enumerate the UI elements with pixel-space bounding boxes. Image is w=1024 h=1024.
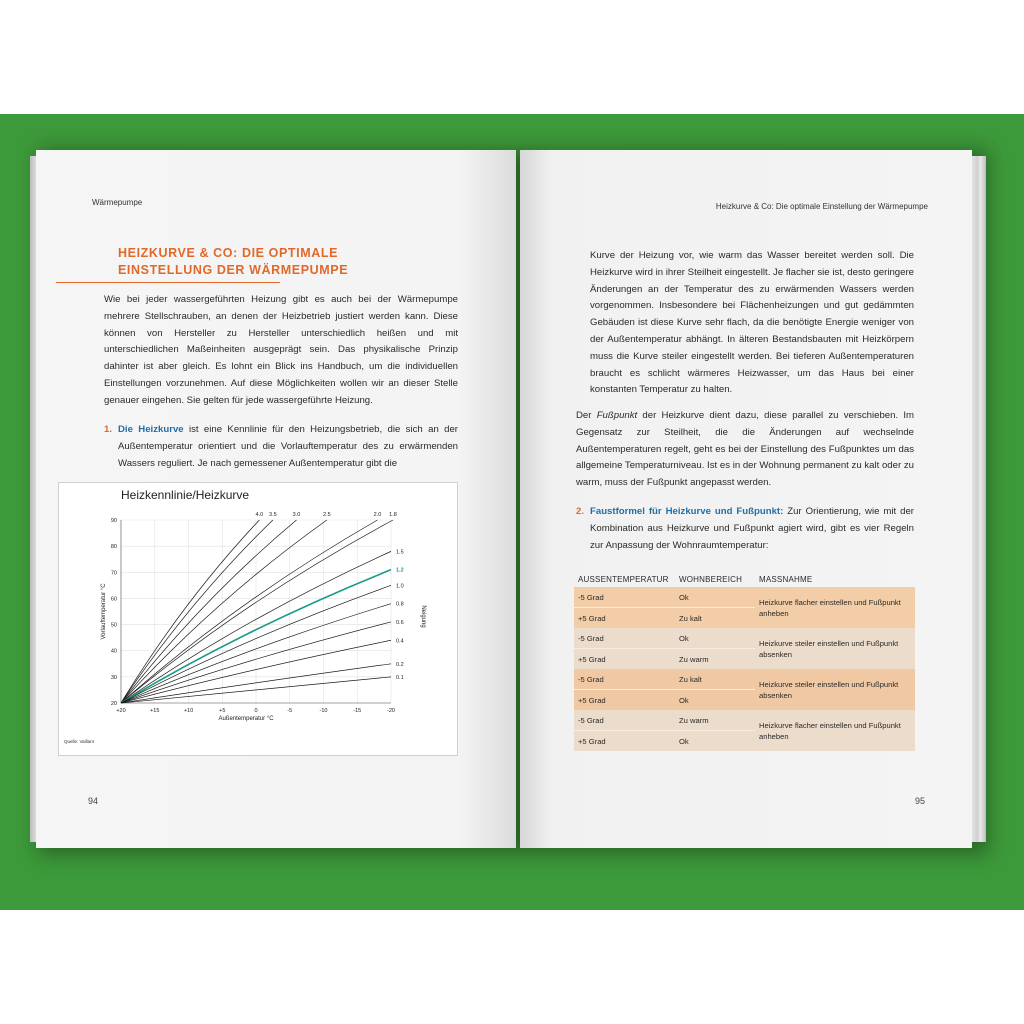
curve-4-0 xyxy=(121,520,259,703)
item2-number: 2. xyxy=(576,506,585,517)
curve-label: 0.2 xyxy=(396,661,404,668)
curve-label: 2.0 xyxy=(373,512,382,518)
fusspunkt-pre: Der xyxy=(576,410,597,421)
cell-area: Zu kalt xyxy=(679,674,702,684)
cell-measure: Heizkurve flacher einstellen und Fußpunkt anheben xyxy=(759,597,901,618)
cell-measure: Heizkurve flacher einstellen und Fußpunkt anheben xyxy=(759,720,901,741)
x-tick-label: -20 xyxy=(387,708,395,714)
title-rule xyxy=(56,282,280,283)
table-row xyxy=(574,669,915,690)
table-row xyxy=(574,587,915,608)
left-page xyxy=(36,150,516,848)
cell-area: Zu kalt xyxy=(679,613,702,623)
y-tick-label: 20 xyxy=(110,701,117,707)
x-tick-label: -5 xyxy=(287,708,293,714)
running-head-left: Wärmepumpe xyxy=(92,198,143,207)
curve-2-0 xyxy=(121,520,378,703)
curve-label: 0.1 xyxy=(396,674,404,681)
y-tick-label: 70 xyxy=(110,570,117,577)
cell-temp: -5 Grad xyxy=(578,715,604,725)
table-row xyxy=(574,710,915,731)
section-title-line2: EINSTELLUNG DER WÄRMEPUMPE xyxy=(118,263,349,277)
section-title-line1: HEIZKURVE & CO: DIE OPTIMALE xyxy=(118,246,339,260)
continuation-paragraph: Kurve der Heizung vor, wie warm das Wasser bereitet werden soll. Die Heizkurve wird in ihrer Steilheit eingestellt. Je flacher sie ist, desto geringere Änderungen an der Temperatur des zu erwärmenden Wassers werden vorgenommen. Insbesondere bei Flächenheizungen und gut gedämmten Gebäuden ist diese Kurve sehr flach, da die benötigte Energie weniger von der Außentemperatur abhängt. In älteren Bestandsbauten mit Heizkörpern muss die Kurve steiler eingestellt werden. Bei tieferen Außentemperaturen braucht es schlicht wärmeres Heizwasser, um das Haus bei einer konstanten Temperatur zu halten. xyxy=(590,250,914,396)
col-aussentemperatur: AUSSENTEMPERATUR xyxy=(578,575,669,584)
y-tick-label: 80 xyxy=(110,544,117,551)
curve-label: 0.6 xyxy=(396,619,404,626)
page-number-left: 94 xyxy=(88,796,99,806)
rules-table xyxy=(574,572,915,751)
fusspunkt-text: der Heizkurve dient dazu, diese parallel zu verschieben. Im Gegensatz zur Steilheit, die die Änderungen auf wechselnde Außentemperaturen regelt, geht es bei der Einstellung des Fußpunktes um das allgemeine Temperaturniveau. Ist es in der Wohnung permanent zu kalt oder zu warm, muss der Fußpunkt angepasst werden. xyxy=(576,410,915,489)
y-tick-label: 30 xyxy=(110,674,117,681)
curve-label: 1.2 xyxy=(396,567,404,574)
curve-label: 3.5 xyxy=(269,512,277,518)
heating-curve-chart xyxy=(58,482,458,756)
item1-text: ist eine Kennlinie für den Heizungsbetrieb, die sich an der Außentemperatur orientiert und die Vorlauftemperatur des zu erwärmenden Wassers reguliert. Je nach gemessener Außentemperatur gibt die xyxy=(118,424,458,469)
curve-label: 1.5 xyxy=(396,549,404,556)
curve-label: 0.4 xyxy=(396,638,404,645)
curve-label: 3.0 xyxy=(292,512,301,518)
cell-area: Ok xyxy=(679,736,689,746)
x-tick-label: -10 xyxy=(319,708,328,714)
y-tick-label: 50 xyxy=(110,622,117,629)
running-head-right: Heizkurve & Co: Die optimale Einstellung der Wärmepumpe xyxy=(715,202,928,211)
rules-table-header xyxy=(574,572,915,587)
cell-measure: Heizkurve steiler einstellen und Fußpunkt absenken xyxy=(759,638,899,659)
y-tick-label: 60 xyxy=(110,596,117,603)
table-row xyxy=(574,628,915,649)
intro-paragraph: Wie bei jeder wassergeführten Heizung gibt es auch bei der Wärmepumpe mehrere Stellschrauben, an denen der Heizbetrieb justiert werden kann. Diese können von Hersteller zu Hersteller unterschiedlich heißen und mit unterschiedlichen Maßeinheiten ausgeprägt sein. Das physikalische Prinzip dahinter ist aber gleich. Es lohnt ein Blick ins Handbuch, um die individuellen Einstellungen vorzunehmen. Auf diese Möglichkeiten wollen wir an dieser Stelle genauer eingehen. Sie gelten für jede wassergeführte Heizung. xyxy=(104,294,458,406)
item1-paragraph xyxy=(104,422,458,472)
chart-title: Heizkennlinie/Heizkurve xyxy=(121,488,250,502)
cell-temp: +5 Grad xyxy=(578,654,606,664)
item2-term: Faustformel für Heizkurve und Fußpunkt: xyxy=(590,506,784,517)
fusspunkt-paragraph xyxy=(576,408,914,492)
chart-y2label: Neigung xyxy=(420,605,426,628)
cell-temp: -5 Grad xyxy=(578,592,604,602)
x-tick-label: +5 xyxy=(219,708,226,714)
book-edge-right xyxy=(972,156,986,842)
y-tick-label: 40 xyxy=(110,648,117,655)
x-tick-label: -15 xyxy=(353,708,362,714)
item2-paragraph xyxy=(576,504,914,554)
item1-term: Die Heizkurve xyxy=(118,424,184,435)
cell-area: Zu warm xyxy=(679,715,709,725)
x-tick-label: +10 xyxy=(183,708,194,714)
curve-label: 1.8 xyxy=(389,512,397,518)
col-wohnbereich: WOHNBEREICH xyxy=(679,575,743,584)
item2-text: Zur Orientierung, wie mit der Kombination aus Heizkurve und Fußpunkt agiert wird, gibt es vier Regeln zur Anpassung der Wohnraumtemperatur: xyxy=(590,506,914,551)
col-massnahme: MASSNAHME xyxy=(759,575,813,584)
cell-temp: -5 Grad xyxy=(578,674,604,684)
page-number-right: 95 xyxy=(915,796,926,806)
fusspunkt-term: Fußpunkt xyxy=(596,410,638,421)
chart-source: Quelle: Vaillant xyxy=(64,739,94,744)
cell-area: Ok xyxy=(679,592,689,602)
cell-temp: +5 Grad xyxy=(578,695,606,705)
y-tick-label: 90 xyxy=(110,518,117,524)
chart-ylabel: Vorlauftemperatur °C xyxy=(101,583,107,640)
section-title xyxy=(118,245,348,279)
chart-svg xyxy=(59,483,457,755)
cell-measure: Heizkurve steiler einstellen und Fußpunkt absenken xyxy=(759,679,899,700)
right-page xyxy=(520,150,972,848)
cell-temp: +5 Grad xyxy=(578,613,606,623)
curve-label: 0.8 xyxy=(396,601,404,608)
x-tick-label: +20 xyxy=(116,708,126,714)
cell-area: Zu warm xyxy=(679,654,709,664)
x-tick-label: 0 xyxy=(254,708,258,714)
cell-temp: +5 Grad xyxy=(578,736,606,746)
chart-xlabel: Außentemperatur °C xyxy=(218,716,274,722)
cell-area: Ok xyxy=(679,695,689,705)
curve-3-5 xyxy=(121,520,273,703)
item1-number: 1. xyxy=(104,424,113,435)
x-tick-label: +15 xyxy=(150,708,160,714)
cell-temp: -5 Grad xyxy=(578,633,604,643)
curve-label: 2.5 xyxy=(323,512,331,518)
cell-area: Ok xyxy=(679,633,689,643)
curve-label: 1.0 xyxy=(396,583,404,590)
curve-label: 4.0 xyxy=(255,512,264,518)
